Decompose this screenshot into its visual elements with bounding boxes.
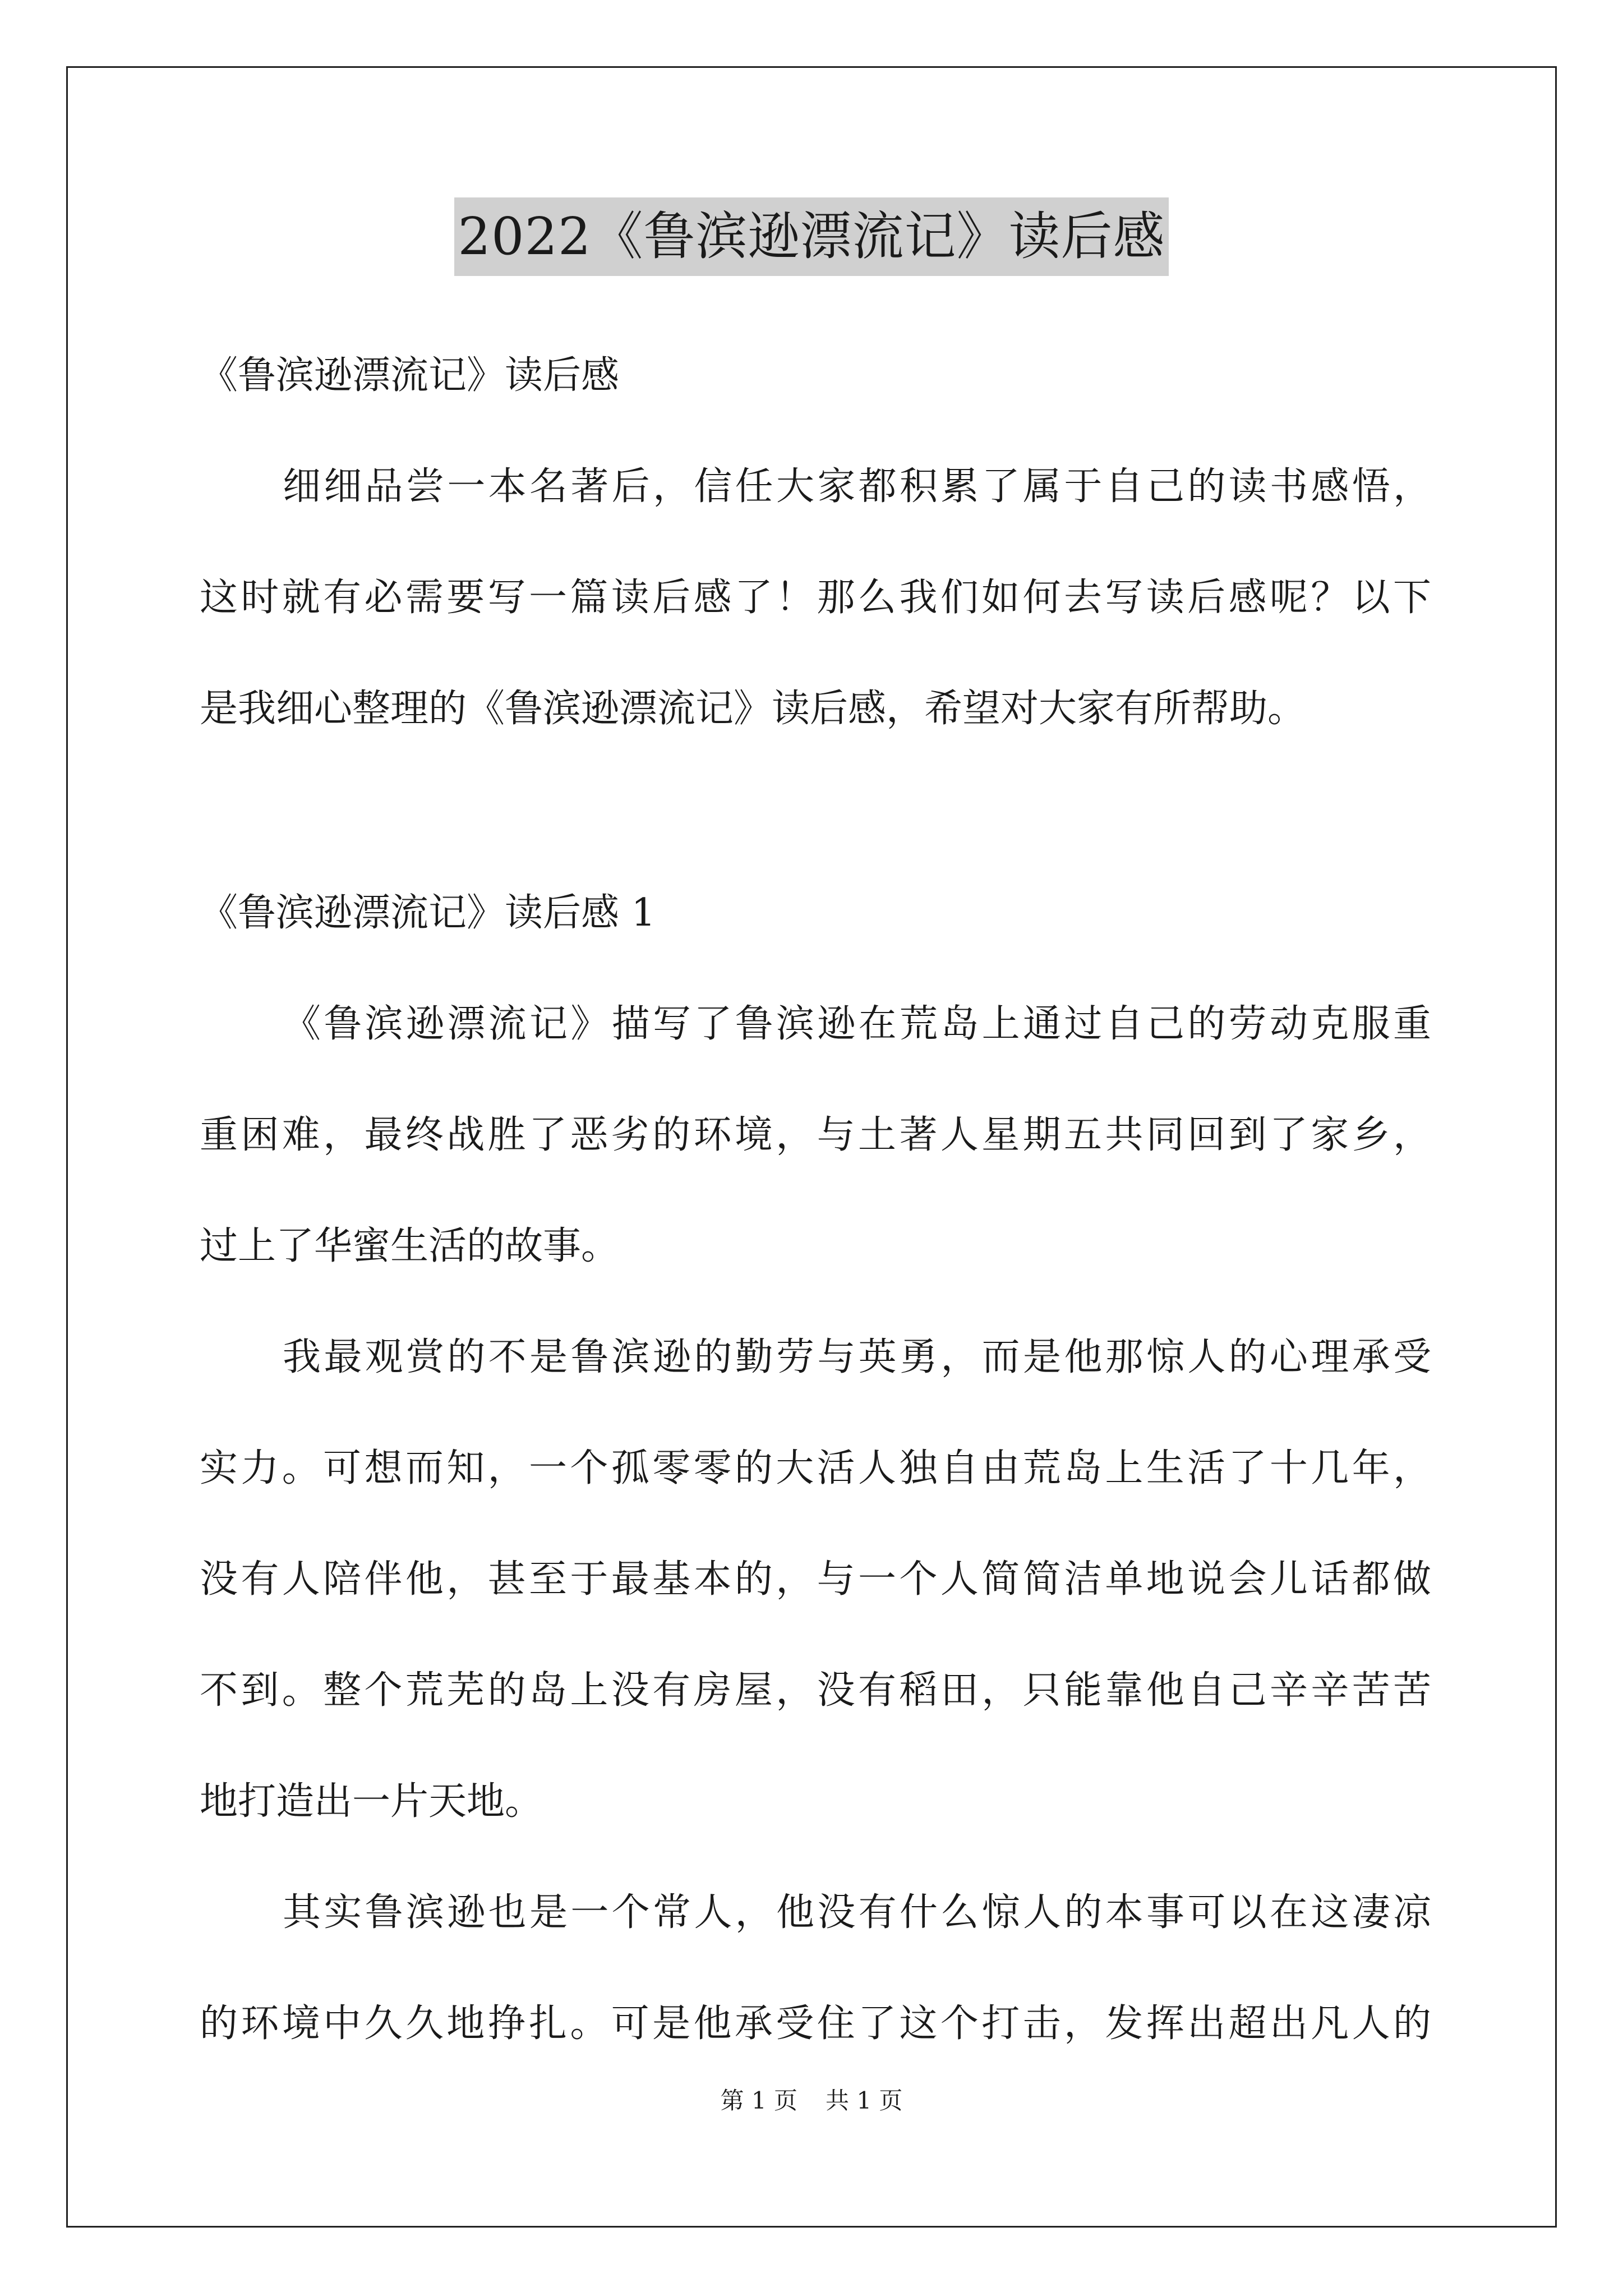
paragraph-line: 重困难，最终战胜了恶劣的环境，与土著人星期五共同回到了家乡，	[200, 1113, 1431, 1157]
paragraph-line: 过上了华蜜生活的故事。	[200, 1224, 620, 1268]
paragraph-line: 不到。整个荒芜的岛上没有房屋，没有稻田，只能靠他自己辛辛苦苦	[200, 1668, 1431, 1713]
paragraph-line: 这时就有必需要写一篇读后感了！那么我们如何去写读后感呢？以下	[200, 576, 1431, 620]
paragraph-line: 《鲁滨逊漂流记》描写了鲁滨逊在荒岛上通过自己的劳动克服重	[283, 1002, 1431, 1046]
paragraph-line: 的环境中久久地挣扎。可是他承受住了这个打击，发挥出超出凡人的	[200, 2001, 1431, 2046]
paragraph-line: 其实鲁滨逊也是一个常人，他没有什么惊人的本事可以在这凄凉	[283, 1890, 1431, 1935]
intro-heading: 《鲁滨逊漂流记》读后感	[200, 353, 620, 398]
page-total: 共 1 页	[826, 2087, 903, 2114]
document-title: 2022《鲁滨逊漂流记》读后感	[454, 197, 1168, 276]
page-footer	[0, 2084, 1623, 2118]
paragraph-line: 是我细心整理的《鲁滨逊漂流记》读后感，希望对大家有所帮助。	[200, 687, 1306, 731]
title-container	[0, 197, 1623, 276]
paragraph-line: 我最观赏的不是鲁滨逊的勤劳与英勇，而是他那惊人的心理承受	[283, 1335, 1431, 1379]
section-heading: 《鲁滨逊漂流记》读后感 1	[200, 891, 656, 935]
page-number: 第 1 页	[720, 2087, 797, 2114]
paragraph-line: 细细品尝一本名著后，信任大家都积累了属于自己的读书感悟，	[283, 464, 1431, 509]
paragraph-line: 实力。可想而知，一个孤零零的大活人独自由荒岛上生活了十几年，	[200, 1446, 1431, 1490]
paragraph-line: 地打造出一片天地。	[200, 1779, 543, 1824]
paragraph-line: 没有人陪伴他，甚至于最基本的，与一个人简简洁单地说会儿话都做	[200, 1557, 1431, 1602]
